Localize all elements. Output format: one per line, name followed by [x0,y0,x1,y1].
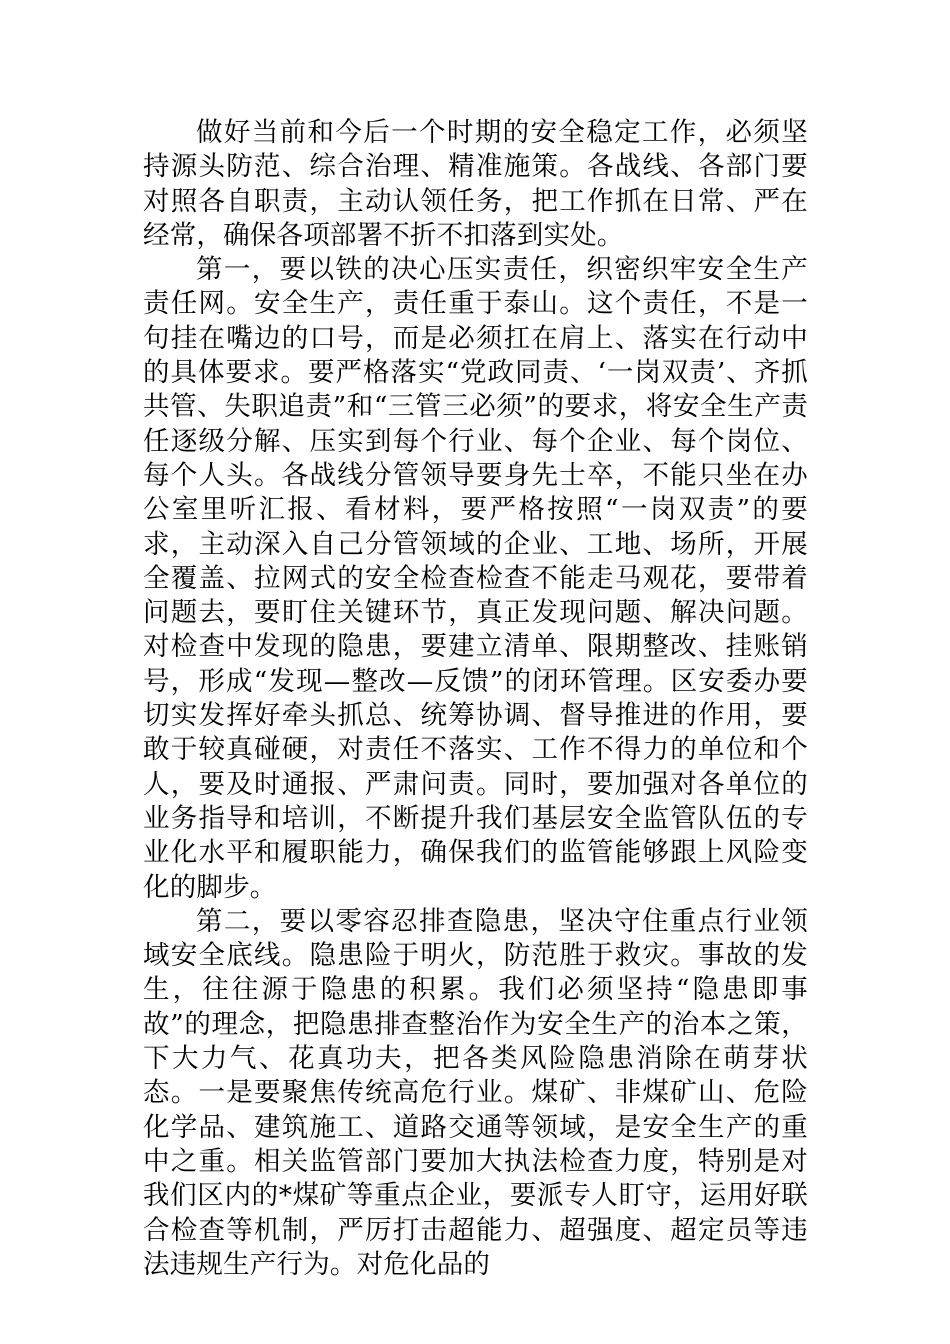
document-page [143,116,808,1282]
paragraph-first-point: 第一，要以铁的决心压实责任，织密织牢安全生产责任网。安全生产，责任重于泰山。这个责任，不是一句挂在嘴边的口号，而是必须扛在肩上、落实在行动中的具体要求。要严格落实“党政同责、‘一岗双责’、齐抓共管、失职追责”和“三管三必须”的要求，将安全生产责任逐级分解、压实到每个行业、每个企业、每个岗位、每个人头。各战线分管领导要身先士卒，不能只坐在办公室里听汇报、看材料，要严格按照“一岗双责”的要求，主动深入自己分管领域的企业、工地、场所，开展全覆盖、拉网式的安全检查检查不能走马观花，要带着问题去，要盯住关键环节，真正发现问题、解决问题。对检查中发现的隐患，要建立清单、限期整改、挂账销号，形成“发现—整改—反馈”的闭环管理。区安委办要切实发挥好牵头抓总、统筹协调、督导推进的作用，要敢于较真碰硬，对责任不落实、工作不得力的单位和个人，要及时通报、严肃问责。同时，要加强对各单位的业务指导和培训，不断提升我们基层安全监管队伍的专业化水平和履职能力，确保我们的监管能够跟上风险变化的脚步。 [143,254,808,903]
paragraph-intro: 做好当前和今后一个时期的安全稳定工作，必须坚持源头防范、综合治理、精准施策。各战线、各部门要对照各自职责，主动认领任务，把工作抓在日常、严在经常，确保各项部署不折不扣落到实处。 [143,117,808,251]
paragraph-second-point: 第二，要以零容忍排查隐患，坚决守住重点行业领域安全底线。隐患险于明火，防范胜于救灾。事故的发生，往往源于隐患的积累。我们必须坚持“隐患即事故”的理念，把隐患排查整治作为安全生产的治本之策，下大力气、花真功夫，把各类风险隐患消除在萌芽状态。一是要聚焦传统高危行业。煤矿、非煤矿山、危险化学品、建筑施工、道路交通等领域，是安全生产的重中之重。相关监管部门要加大执法检查力度，特别是对我们区内的*煤矿等重点企业，要派专人盯守，运用好联合检查等机制，严厉打击超能力、超强度、超定员等违法违规生产行为。对危化品的 [143,905,808,1280]
